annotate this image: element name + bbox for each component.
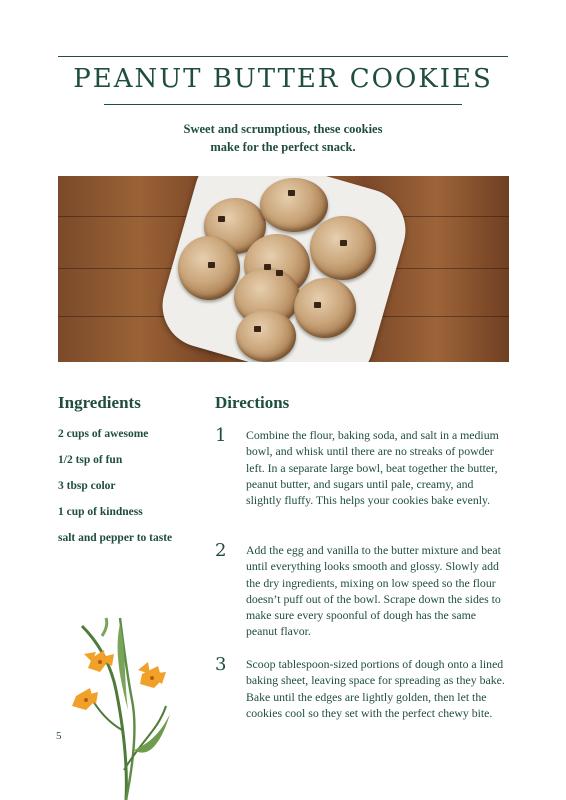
step-number: 2 [215, 540, 227, 561]
step-text: Add the egg and vanilla to the butter mixture and beat until everything looks smooth and glossy. Slowly add the dry ingredients, mixing on low speed so the flour doesn’t puff out of the bowl. Scrape down the sides to make sure every spoonful of dough has the same peanut flavor. [246, 543, 501, 639]
ingredients-heading: Ingredients [58, 393, 141, 412]
directions-heading: Directions [215, 393, 290, 412]
ingredients-list [58, 427, 208, 557]
ingredient-item: salt and pepper to taste [58, 532, 173, 544]
step-text: Scoop tablespoon-sized portions of dough onto a lined baking sheet, leaving space for spreading as they bake. Bake until the edges are lightly golden, then let the cookies cool so they set with the perfect chewy bite. [246, 657, 505, 720]
title-bottom-rule [104, 104, 462, 105]
ingredient-item: 1/2 tsp of fun [58, 454, 123, 466]
title-top-rule [58, 56, 508, 57]
recipe-subtitle [120, 120, 446, 156]
page-title: PEANUT BUTTER COOKIES [73, 64, 493, 94]
ingredient-item: 3 tbsp color [58, 480, 116, 492]
lily-flower-icon [62, 610, 192, 800]
subtitle-line-2: make for the perfect snack. [210, 140, 356, 154]
subtitle-line-1: Sweet and scrumptious, these cookies [183, 122, 383, 136]
cookies-photo [58, 176, 509, 362]
step-number: 3 [215, 654, 227, 675]
page-number: 5 [56, 730, 62, 742]
ingredient-item: 1 cup of kindness [58, 506, 143, 518]
step-number: 1 [215, 425, 227, 446]
step-text: Combine the flour, baking soda, and salt in a medium bowl, and whisk until there are no streaks of powder left. In a separate large bowl, beat together the butter, peanut butter, and sugars until pale, creamy, and slightly fluffy. This helps your cookies bake evenly. [246, 428, 499, 508]
ingredient-item: 2 cups of awesome [58, 428, 149, 440]
